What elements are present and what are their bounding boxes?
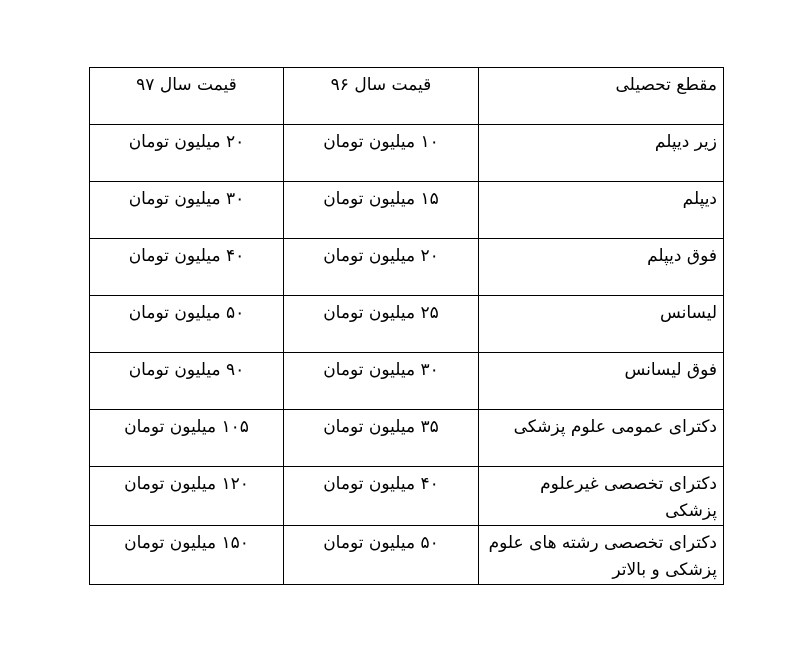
header-price-97: قیمت سال ۹۷ [90, 68, 284, 125]
price-96-cell: ۲۰ میلیون تومان [284, 239, 479, 296]
education-level-cell: زیر دیپلم [479, 125, 724, 182]
table-row [90, 526, 724, 585]
price-96-cell: ۲۵ میلیون تومان [284, 296, 479, 353]
table-row [90, 182, 724, 239]
price-97-cell: ۱۲۰ میلیون تومان [90, 467, 284, 526]
header-price-96: قیمت سال ۹۶ [284, 68, 479, 125]
education-level-cell: فوق لیسانس [479, 353, 724, 410]
table-row [90, 410, 724, 467]
education-level-cell: لیسانس [479, 296, 724, 353]
price-96-cell: ۱۰ میلیون تومان [284, 125, 479, 182]
price-97-cell: ۲۰ میلیون تومان [90, 125, 284, 182]
table-row [90, 296, 724, 353]
table-row [90, 125, 724, 182]
table-row [90, 239, 724, 296]
price-96-cell: ۱۵ میلیون تومان [284, 182, 479, 239]
education-level-cell: دکترای تخصصی غیرعلوم پزشکی [479, 467, 724, 526]
price-97-cell: ۳۰ میلیون تومان [90, 182, 284, 239]
price-96-cell: ۳۰ میلیون تومان [284, 353, 479, 410]
table-row [90, 467, 724, 526]
education-level-cell: دکترای عمومی علوم پزشکی [479, 410, 724, 467]
price-97-cell: ۱۵۰ میلیون تومان [90, 526, 284, 585]
price-97-cell: ۴۰ میلیون تومان [90, 239, 284, 296]
education-level-cell: دکترای تخصصی رشته های علوم پزشکی و بالاتر [479, 526, 724, 585]
price-97-cell: ۹۰ میلیون تومان [90, 353, 284, 410]
price-96-cell: ۵۰ میلیون تومان [284, 526, 479, 585]
education-level-cell: دیپلم [479, 182, 724, 239]
price-97-cell: ۵۰ میلیون تومان [90, 296, 284, 353]
table-header-row [90, 68, 724, 125]
header-education-level: مقطع تحصیلی [479, 68, 724, 125]
price-96-cell: ۴۰ میلیون تومان [284, 467, 479, 526]
price-97-cell: ۱۰۵ میلیون تومان [90, 410, 284, 467]
education-level-cell: فوق دیپلم [479, 239, 724, 296]
price-table [89, 67, 724, 585]
table-row [90, 353, 724, 410]
price-96-cell: ۳۵ میلیون تومان [284, 410, 479, 467]
